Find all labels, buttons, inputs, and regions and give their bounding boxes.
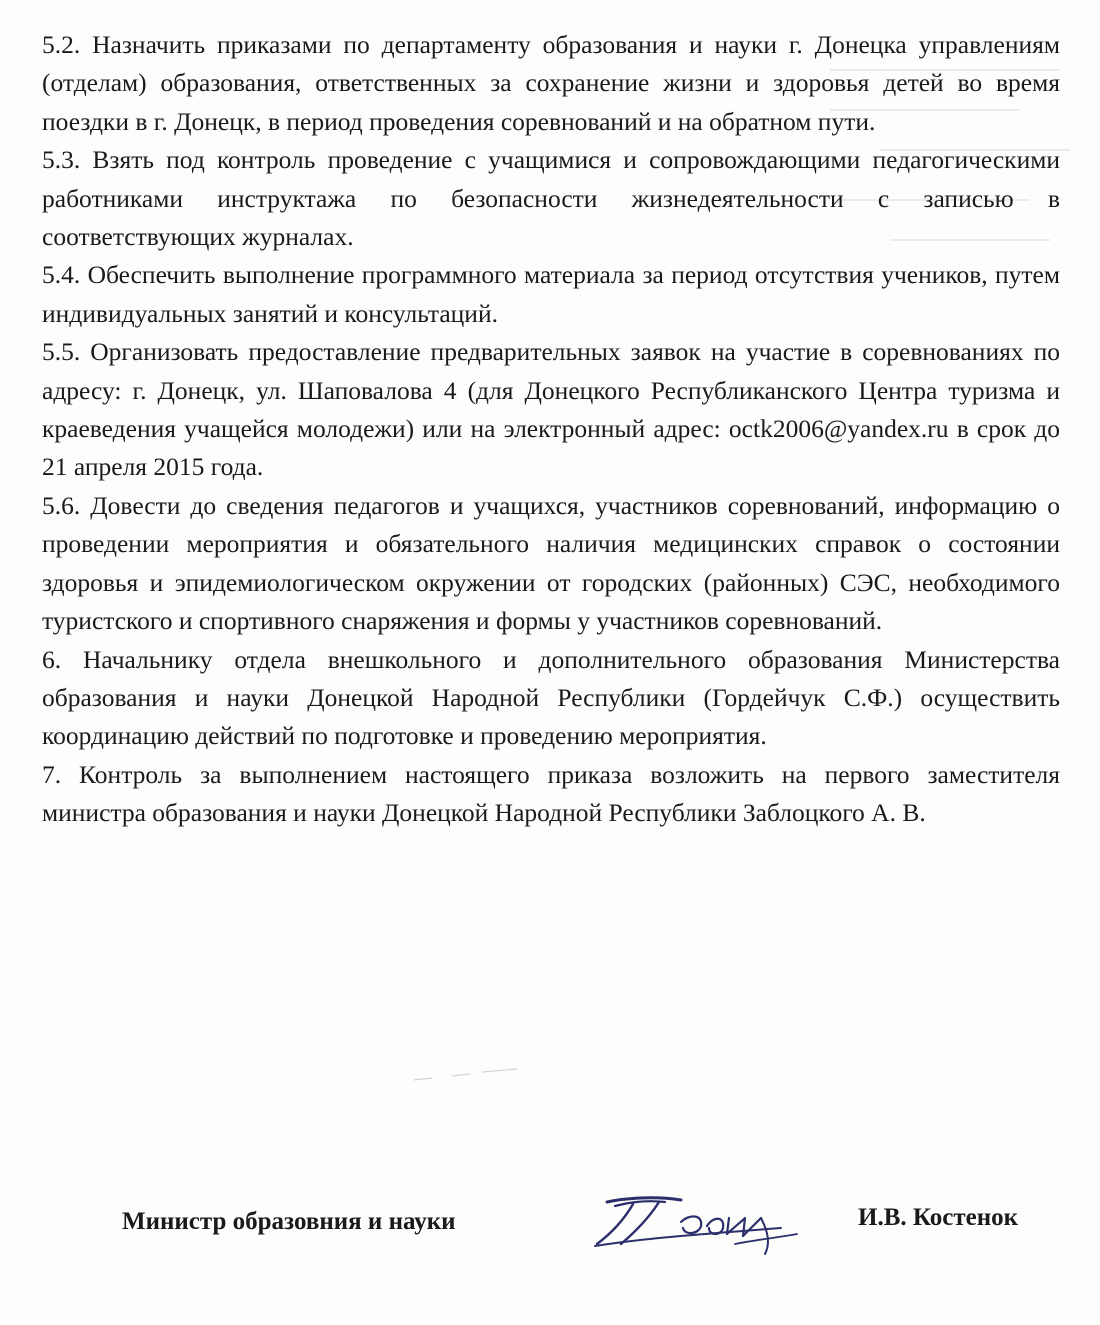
paragraph-7: 7. Контроль за выполнением настоящего приказа возложить на первого заместителя министра образования и науки Донецкой Народной Республики Заблоцкого А. В. (42, 759, 1060, 828)
paragraph-6: 6. Начальнику отдела внешкольного и дополнительного образования Министерства образования и науки Донецкой Народной Республики (Гордейчук С.Ф.) осуществить координацию действий по подготовке и проведению мероприятия. (42, 644, 1060, 751)
scan-speck (412, 1066, 522, 1086)
paragraph-5-5: 5.5. Организовать предоставление предварительных заявок на участие в соревнованиях по адресу: г. Донецк, ул. Шаповалова 4 (для Донецкого Республиканского Центра туризма и краеведения учащейся молодежи) или на электронный адрес: octk2006@yandex.ru в срок до 21 апреля 2015 года. (42, 337, 1060, 482)
order-body-text (42, 26, 1060, 833)
paragraph-5-6: 5.6. Довести до сведения педагогов и учащихся, участников соревнований, информацию о проведении мероприятия и обязательного наличия медицинских справок о состоянии здоровья и эпидемиологическом окружении от городских (районных) СЭС, необходимого туристского и спортивного снаряжения и формы у участников соревнований. (42, 490, 1060, 636)
signatory-title: Министр образовния и науки (122, 1208, 456, 1235)
paragraph-5-2: 5.2. Назначить приказами по департаменту образования и науки г. Донецка управлениям (отделам) образования, ответственных за сохранение жизни и здоровья детей во время поездки в г. Донецк, в период проведения соревнований и на обратном пути. (42, 30, 1060, 136)
signatory-name: И.В. Костенок (858, 1204, 1019, 1231)
signature-block (0, 1180, 1100, 1260)
handwritten-signature (585, 1188, 805, 1260)
paragraph-5-3: 5.3. Взять под контроль проведение с учащимися и сопровождающими педагогическими работниками инструктажа по безопасности жизнедеятельности с записью в соответствующих журналах. (42, 145, 1060, 252)
paragraph-5-4: 5.4. Обеспечить выполнение программного материала за период отсутствия учеников, путем индивидуальных занятий и консультаций. (42, 260, 1060, 328)
